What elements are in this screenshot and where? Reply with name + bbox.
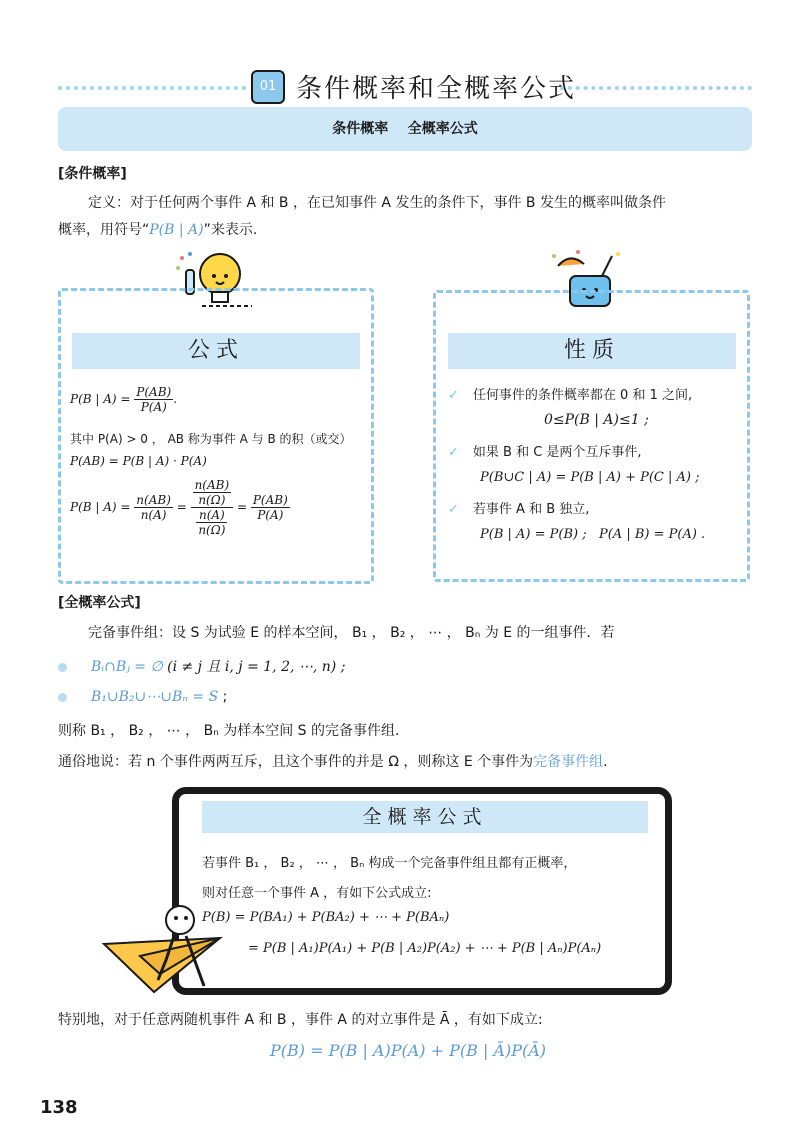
total-heading: [全概率公式]	[58, 595, 141, 611]
complete-group-link: 完备事件组	[533, 754, 604, 770]
chapter-title: 条件概率和全概率公式	[296, 74, 577, 104]
paper-plane-mascot-icon	[100, 900, 230, 1000]
then-line: 则称 B₁ ， B₂ ， ⋯ ， Bₙ 为样本空间 S 的完备事件组．	[58, 723, 410, 739]
conditional-heading: [条件概率]	[58, 166, 127, 182]
formula-2: P(AB) = P(B | A) · P(A)	[70, 454, 207, 468]
property-1-math: 0≤P(B | A)≤1 ;	[544, 412, 649, 428]
header-dotted-line-left	[58, 86, 246, 90]
property-3-math: P(B | A) = P(B) ; P(A | B) = P(A) .	[480, 527, 706, 542]
bullet-icon	[58, 693, 67, 702]
total-box-line-2: 则对任意一个事件 A ，有如下公式成立:	[202, 886, 432, 901]
total-box-formula-1: P(B) = P(BA₁) + P(BA₂) + ⋯ + P(BAₙ)	[202, 910, 450, 925]
property-2: ✓ 如果 B 和 C 是两个互斥事件,	[448, 445, 642, 460]
total-box-formula-2: = P(B | A₁)P(A₁) + P(B | A₂)P(A₂) + ⋯ + P(B | Aₙ)P(Aₙ)	[248, 941, 602, 956]
definition-line-1: 定义：对于任何两个事件 A 和 B ，在已知事件 A 发生的条件下，事件 B 发生的概率叫做条件	[88, 195, 666, 211]
property-1: ✓ 任何事件的条件概率都在 0 和 1 之间,	[448, 388, 693, 403]
page-number: 138	[40, 1097, 78, 1118]
special-formula: P(B) = P(B | A)P(A) + P(B | Ā)P(Ā)	[270, 1041, 547, 1060]
check-icon: ✓	[448, 388, 459, 403]
property-box-title: 性质	[448, 333, 736, 369]
formula-note: 其中 P(A) > 0 ， AB 称为事件 A 与 B 的积（或交）	[70, 432, 352, 446]
property-3: ✓ 若事件 A 和 B 独立,	[448, 502, 590, 517]
definition-line-2: 概率，用符号“P(B | A)”来表示.	[58, 222, 258, 238]
check-icon: ✓	[448, 502, 459, 517]
definition-symbol: P(B | A)	[149, 222, 204, 238]
total-box-title: 全概率公式	[202, 801, 648, 833]
condition-2: B₁∪B₂∪⋯∪Bₙ = S ;	[58, 689, 227, 705]
header-dotted-line-right	[560, 86, 752, 90]
condition-1: Bᵢ∩Bⱼ = ∅ (i ≠ j 且 i, j = 1, 2, ⋯, n) ;	[58, 656, 345, 676]
special-line: 特别地，对于任意两随机事件 A 和 B ，事件 A 的对立事件是 Ā ，有如下成立:	[58, 1012, 543, 1028]
plain-explanation: 通俗地说：若 n 个事件两两互斥，且这个事件的并是 Ω ，则称这 E 个事件为完备事件组.	[58, 754, 608, 770]
check-icon: ✓	[448, 445, 459, 460]
chapter-number-badge: 01	[251, 70, 285, 104]
bullet-icon	[58, 663, 67, 672]
formula-3: P(B | A) = $\frac{n(AB)}{n(A)}$ = $\frac{\frac{n(AB)}{n(\Omega)}}{\frac{n(A)}{n(\Omega)}}$ = $\frac{P(AB)}{P(A)}$	[70, 478, 288, 537]
property-2-math: P(B∪C | A) = P(B | A) + P(C | A) ;	[480, 470, 700, 485]
total-box-line-1: 若事件 B₁ ， B₂ ， ⋯ ， Bₙ 构成一个完备事件组且都有正概率，	[202, 856, 577, 871]
formula-1: P(B | A) = $\frac{P(AB)}{P(A)}$ .	[70, 385, 178, 414]
section-banner: 条件概率 全概率公式	[58, 107, 752, 151]
complete-group-line: 完备事件组：设 S 为试验 E 的样本空间， B₁ ， B₂ ， ⋯ ， Bₙ 为 E 的一组事件．若	[88, 625, 615, 641]
formula-box-title: 公式	[72, 333, 360, 369]
